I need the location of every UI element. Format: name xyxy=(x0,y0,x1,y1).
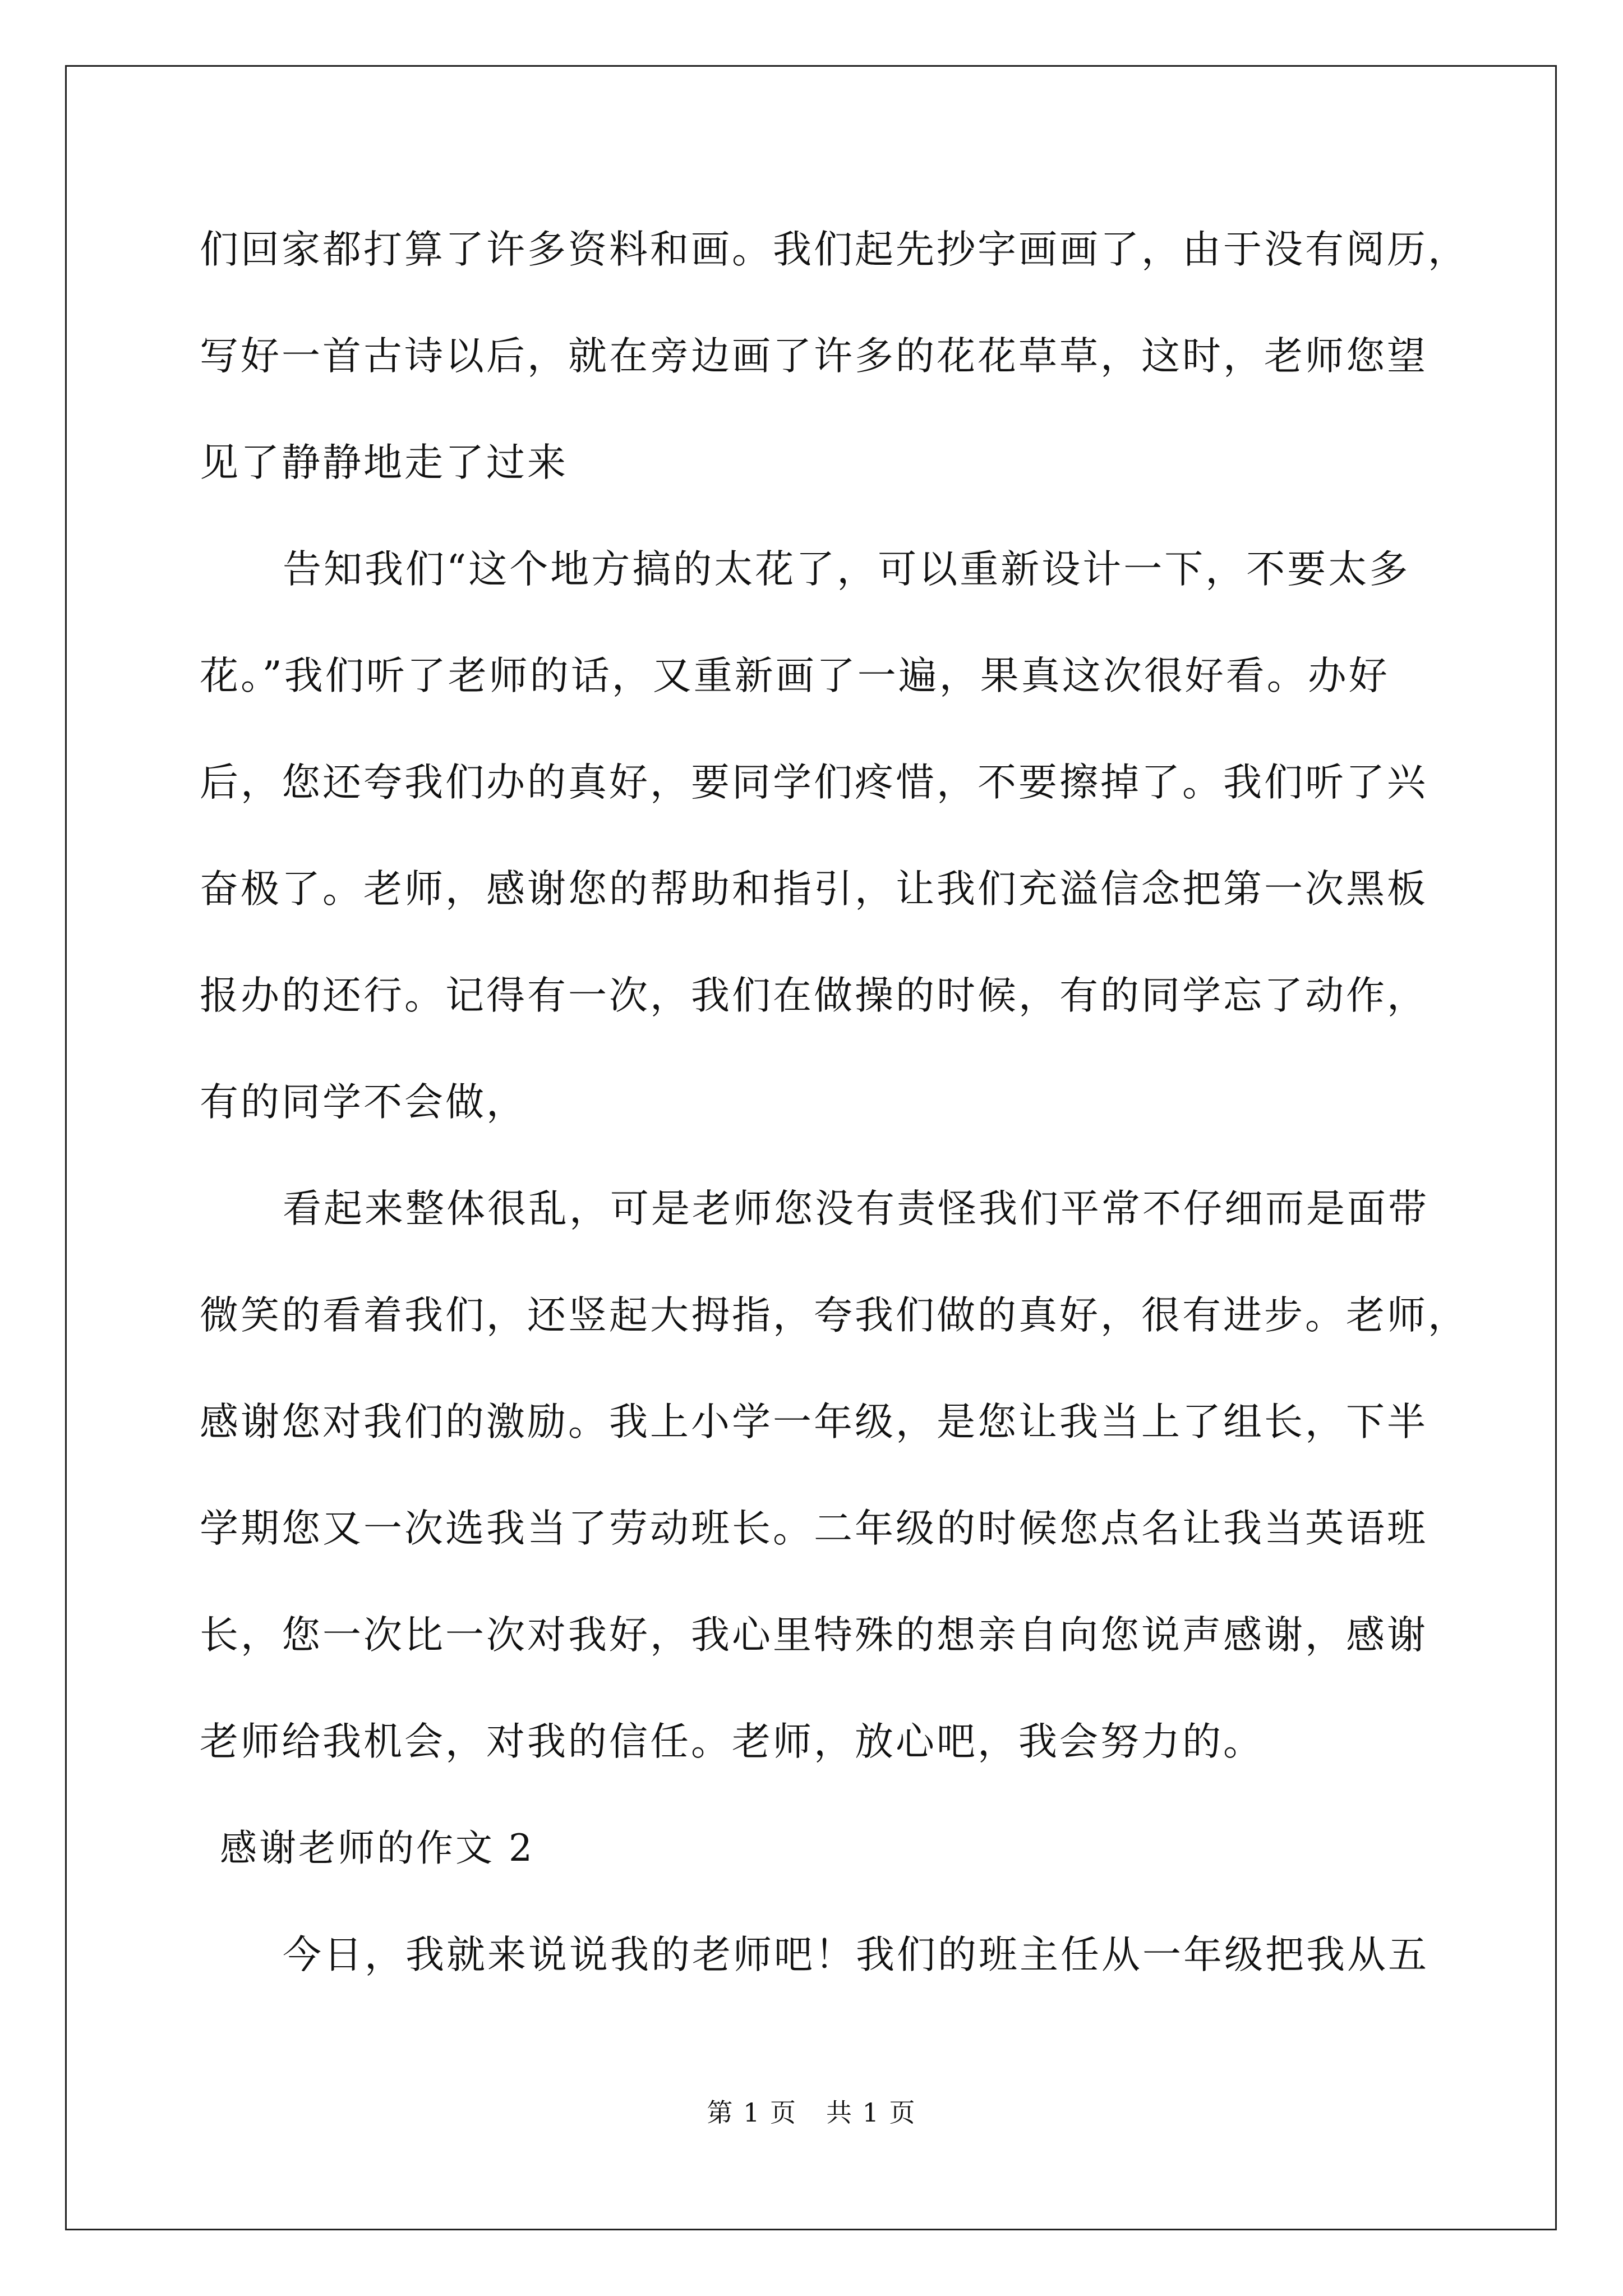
text-line: 感谢您对我们的激励。我上小学一年级，是您让我当上了组长，下半 xyxy=(200,1400,1428,1444)
text-line: 有的同学不会做， xyxy=(200,1080,527,1125)
page-number: 第 1 页 xyxy=(707,2097,797,2128)
text-line: 写好一首古诗以后，就在旁边画了许多的花花草草，这时，老师您望 xyxy=(200,334,1428,379)
text-line: 微笑的看着我们，还竖起大拇指，夸我们做的真好，很有进步。老师， xyxy=(200,1293,1469,1338)
text-line: 长，您一次比一次对我好，我心里特殊的想亲自向您说声感谢，感谢 xyxy=(200,1613,1428,1658)
text-line: 后，您还夸我们办的真好，要同学们疼惜，不要擦掉了。我们听了兴 xyxy=(200,760,1428,805)
text-line: 奋极了。老师，感谢您的帮助和指引，让我们充溢信念把第一次黑板 xyxy=(200,867,1428,912)
section-heading: 感谢老师的作文 2 xyxy=(220,1826,534,1870)
text-line: 见了静静地走了过来 xyxy=(200,440,568,485)
page-footer xyxy=(0,2092,1623,2129)
paragraph-start-line: 告知我们“这个地方搞的太花了，可以重新设计一下，不要太多 xyxy=(283,547,1410,592)
text-line: 报办的还行。记得有一次，我们在做操的时候，有的同学忘了动作， xyxy=(200,973,1428,1018)
text-line: 学期您又一次选我当了劳动班长。二年级的时候您点名让我当英语班 xyxy=(200,1506,1428,1551)
text-line: 们回家都打算了许多资料和画。我们起先抄字画画了，由于没有阅历， xyxy=(200,227,1469,272)
document-body xyxy=(200,196,1469,2008)
text-line: 花。”我们听了老师的话，又重新画了一遍，果真这次很好看。办好 xyxy=(200,654,1390,698)
page-total: 共 1 页 xyxy=(826,2097,916,2128)
paragraph-start-line: 今日，我就来说说我的老师吧！我们的班主任从一年级把我从五 xyxy=(283,1932,1429,1977)
paragraph-start-line: 看起来整体很乱，可是老师您没有责怪我们平常不仔细而是面带 xyxy=(283,1186,1429,1231)
text-line: 老师给我机会，对我的信任。老师，放心吧，我会努力的。 xyxy=(200,1719,1264,1764)
